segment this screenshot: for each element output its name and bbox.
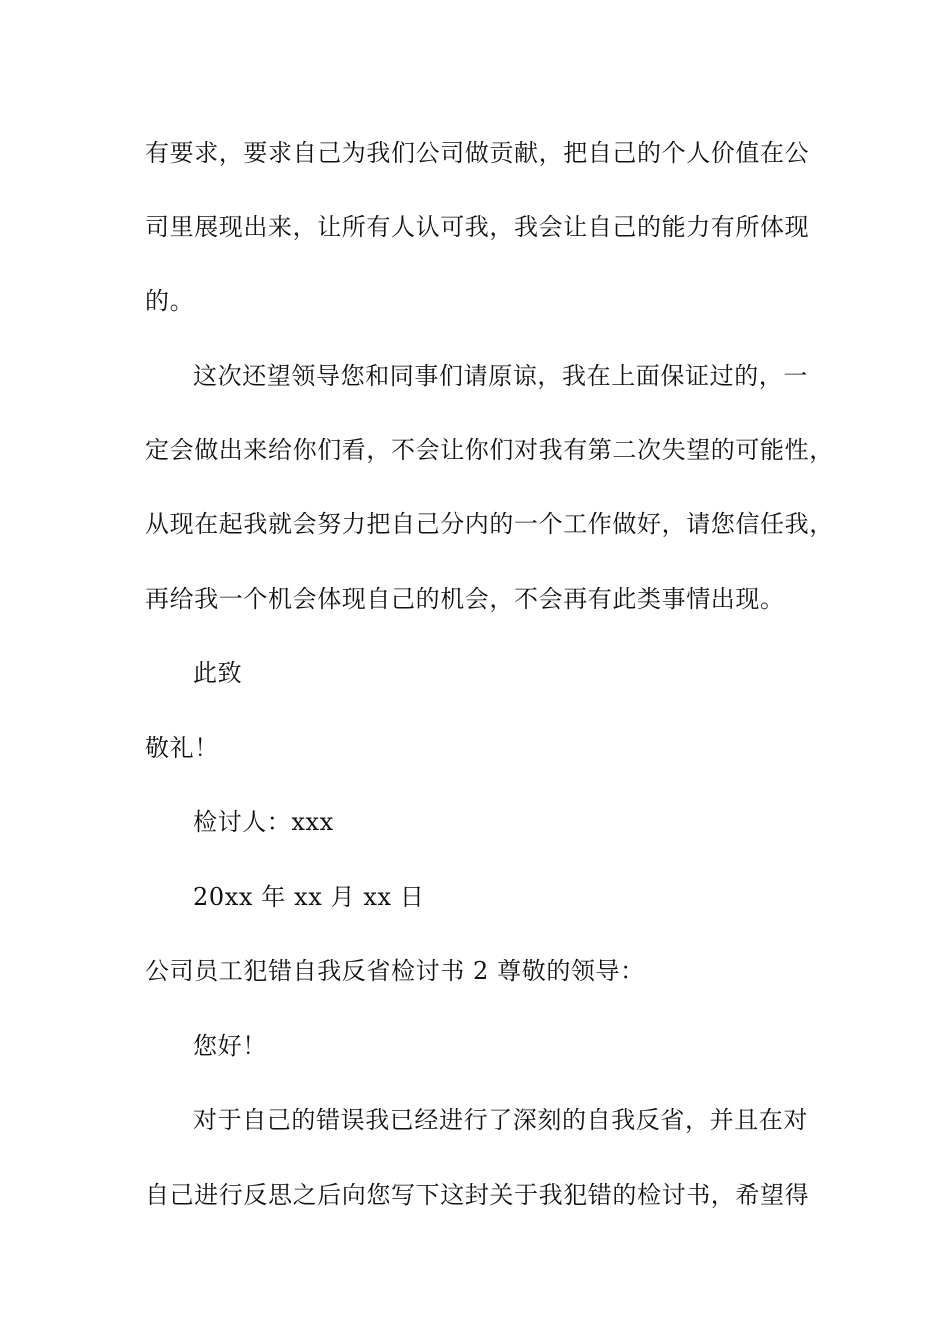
paragraph-line: 定会做出来给你们看，不会让你们对我有第二次失望的可能性， [145,436,834,464]
closing-regards: 敬礼！ [145,734,219,762]
section-heading: 公司员工犯错自我反省检讨书 2 尊敬的领导： [145,957,645,985]
paragraph-line: 这次还望领导您和同事们请原谅，我在上面保证过的，一 [193,362,808,390]
date-line: 20xx 年 xx 月 xx 日 [193,883,425,911]
signature-line: 检讨人：xxx [193,808,334,836]
closing-salutation: 此致 [193,659,243,687]
greeting-line: 您好！ [193,1032,267,1060]
paragraph-line: 再给我一个机会体现自己的机会，不会再有此类事情出现。 [145,585,785,613]
paragraph-line: 自己进行反思之后向您写下这封关于我犯错的检讨书，希望得 [145,1181,810,1209]
paragraph-line: 的。 [145,287,195,315]
paragraph-line: 对于自己的错误我已经进行了深刻的自我反省，并且在对 [193,1106,808,1134]
paragraph-line: 司里展现出来，让所有人认可我，我会让自己的能力有所体现 [145,213,810,241]
paragraph-line: 有要求，要求自己为我们公司做贡献，把自己的个人价值在公 [145,139,810,167]
paragraph-line: 从现在起我就会努力把自己分内的一个工作做好，请您信任我， [145,510,834,538]
